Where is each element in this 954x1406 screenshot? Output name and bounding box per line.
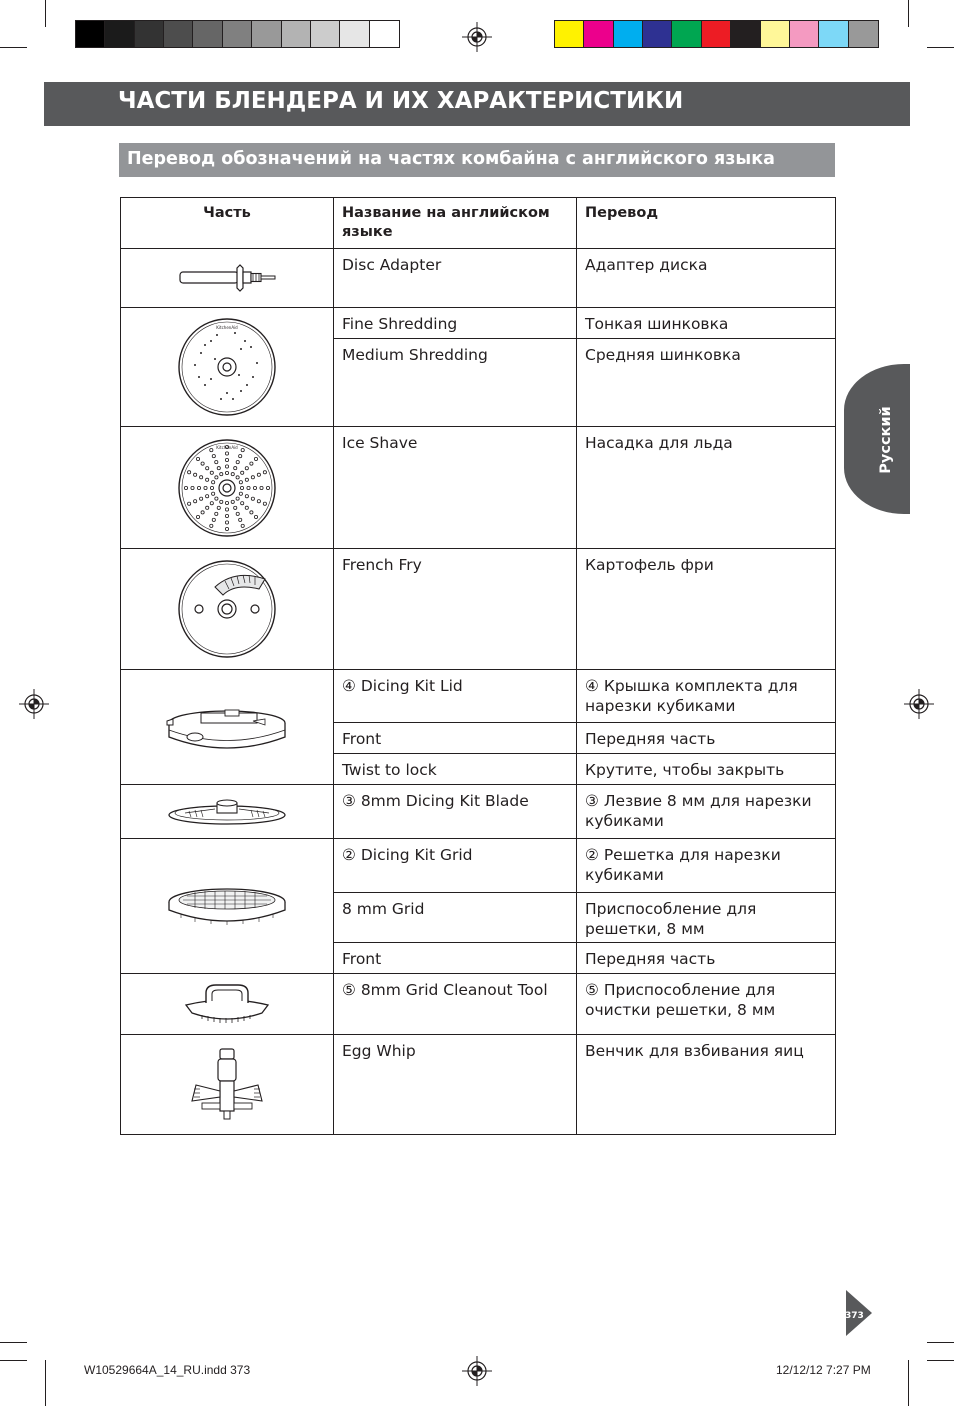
part-image-cell	[121, 670, 334, 785]
registration-gray-strip	[75, 20, 400, 48]
russian-translation: Приспособление для решетки, 8 мм	[577, 893, 836, 943]
color-swatch	[164, 21, 193, 47]
table-row	[121, 549, 836, 670]
table-row	[121, 839, 836, 893]
russian-translation: Тонкая шинковка	[577, 308, 836, 339]
color-swatch	[223, 21, 252, 47]
russian-translation: Адаптер диска	[577, 249, 836, 308]
color-swatch	[672, 21, 701, 47]
color-swatch	[193, 21, 222, 47]
color-swatch	[282, 21, 311, 47]
dicing-grid-icon	[165, 880, 289, 932]
date-slug: 12/12/12 7:27 PM	[776, 1363, 871, 1377]
color-swatch	[584, 21, 613, 47]
column-header-part: Часть	[121, 198, 334, 249]
english-name: ② Dicing Kit Grid	[334, 839, 577, 893]
crop-mark	[45, 1360, 46, 1406]
english-name: Ice Shave	[334, 427, 577, 549]
french-fry-disc-icon	[175, 557, 279, 661]
color-swatch	[702, 21, 731, 47]
color-swatch	[790, 21, 819, 47]
part-image-cell	[121, 1035, 334, 1135]
page-number: 373	[845, 1311, 864, 1321]
svg-text:KitchenAid: KitchenAid	[216, 444, 238, 450]
russian-translation: Крутите, чтобы закрыть	[577, 754, 836, 785]
table-row	[121, 670, 836, 723]
registration-mark-icon	[462, 22, 492, 52]
color-swatch	[555, 21, 584, 47]
language-tab	[844, 364, 910, 514]
part-image-cell	[121, 549, 334, 670]
color-swatch	[105, 21, 134, 47]
russian-translation: Передняя часть	[577, 943, 836, 974]
part-image-cell	[121, 974, 334, 1035]
color-swatch	[370, 21, 399, 47]
russian-translation: Передняя часть	[577, 723, 836, 754]
russian-translation: Насадка для льда	[577, 427, 836, 549]
color-swatch	[340, 21, 369, 47]
registration-mark-icon	[462, 1356, 492, 1386]
part-image-cell	[121, 249, 334, 308]
section-title: Перевод обозначений на частях комбайна с английского языка	[127, 149, 775, 169]
registration-color-strip	[554, 20, 879, 48]
color-swatch	[731, 21, 760, 47]
ice-shave-disc-icon	[175, 436, 279, 540]
color-swatch	[252, 21, 281, 47]
russian-translation: ⑤ Приспособление для очистки решетки, 8 мм	[577, 974, 836, 1035]
russian-translation: ④ Крышка комплекта для нарезки кубиками	[577, 670, 836, 723]
part-image-cell	[121, 427, 334, 549]
color-swatch	[135, 21, 164, 47]
english-name: Medium Shredding	[334, 339, 577, 427]
russian-translation: Средняя шинковка	[577, 339, 836, 427]
color-swatch	[76, 21, 105, 47]
dicing-blade-icon	[165, 795, 289, 829]
table-header-row	[121, 198, 836, 249]
english-name: ③ 8mm Dicing Kit Blade	[334, 785, 577, 839]
page-title: ЧАСТИ БЛЕНДЕРА И ИХ ХАРАКТЕРИСТИКИ	[118, 88, 684, 114]
color-swatch	[311, 21, 340, 47]
table-row	[121, 785, 836, 839]
english-name: Front	[334, 723, 577, 754]
crop-mark	[908, 0, 909, 27]
svg-text:KitchenAid: KitchenAid	[216, 325, 238, 330]
table-row	[121, 308, 836, 339]
crop-mark	[908, 1360, 909, 1406]
table-row	[121, 427, 836, 549]
parts-table	[120, 197, 836, 1135]
part-image-cell	[121, 308, 334, 427]
crop-mark	[0, 1342, 27, 1343]
english-name: ④ Dicing Kit Lid	[334, 670, 577, 723]
table-row	[121, 1035, 836, 1135]
crop-mark	[927, 1360, 954, 1361]
registration-mark-icon	[904, 689, 934, 719]
color-swatch	[761, 21, 790, 47]
english-name: 8 mm Grid	[334, 893, 577, 943]
english-name: Twist to lock	[334, 754, 577, 785]
part-image-cell	[121, 785, 334, 839]
page-number-box	[845, 1303, 867, 1322]
language-tab-label: Русский	[878, 406, 894, 474]
table-row	[121, 974, 836, 1035]
english-name: ⑤ 8mm Grid Cleanout Tool	[334, 974, 577, 1035]
crop-mark	[927, 47, 954, 48]
english-name: Fine Shredding	[334, 308, 577, 339]
egg-whip-icon	[182, 1047, 272, 1123]
russian-translation: ② Решетка для нарезки кубиками	[577, 839, 836, 893]
crop-mark	[0, 1360, 27, 1361]
color-swatch	[849, 21, 878, 47]
russian-translation: Картофель фри	[577, 549, 836, 670]
disc-adapter-icon	[177, 261, 277, 295]
table-row	[121, 249, 836, 308]
crop-mark	[0, 47, 27, 48]
english-name: Egg Whip	[334, 1035, 577, 1135]
color-swatch	[643, 21, 672, 47]
file-slug: W10529664A_14_RU.indd 373	[84, 1363, 251, 1377]
color-swatch	[614, 21, 643, 47]
english-name: Disc Adapter	[334, 249, 577, 308]
shredding-disc-icon	[175, 315, 279, 419]
column-header-russian: Перевод	[577, 198, 836, 249]
color-swatch	[819, 21, 848, 47]
page-title-bar	[44, 82, 910, 126]
crop-mark	[927, 1342, 954, 1343]
column-header-english: Название на английском языке	[334, 198, 577, 249]
dicing-kit-lid-icon	[165, 697, 289, 757]
part-image-cell	[121, 839, 334, 974]
cleanout-tool-icon	[182, 981, 272, 1027]
crop-mark	[45, 0, 46, 27]
russian-translation: Венчик для взбивания яиц	[577, 1035, 836, 1135]
russian-translation: ③ Лезвие 8 мм для нарезки кубиками	[577, 785, 836, 839]
registration-mark-icon	[19, 689, 49, 719]
english-name: Front	[334, 943, 577, 974]
section-title-bar	[119, 143, 835, 177]
english-name: French Fry	[334, 549, 577, 670]
